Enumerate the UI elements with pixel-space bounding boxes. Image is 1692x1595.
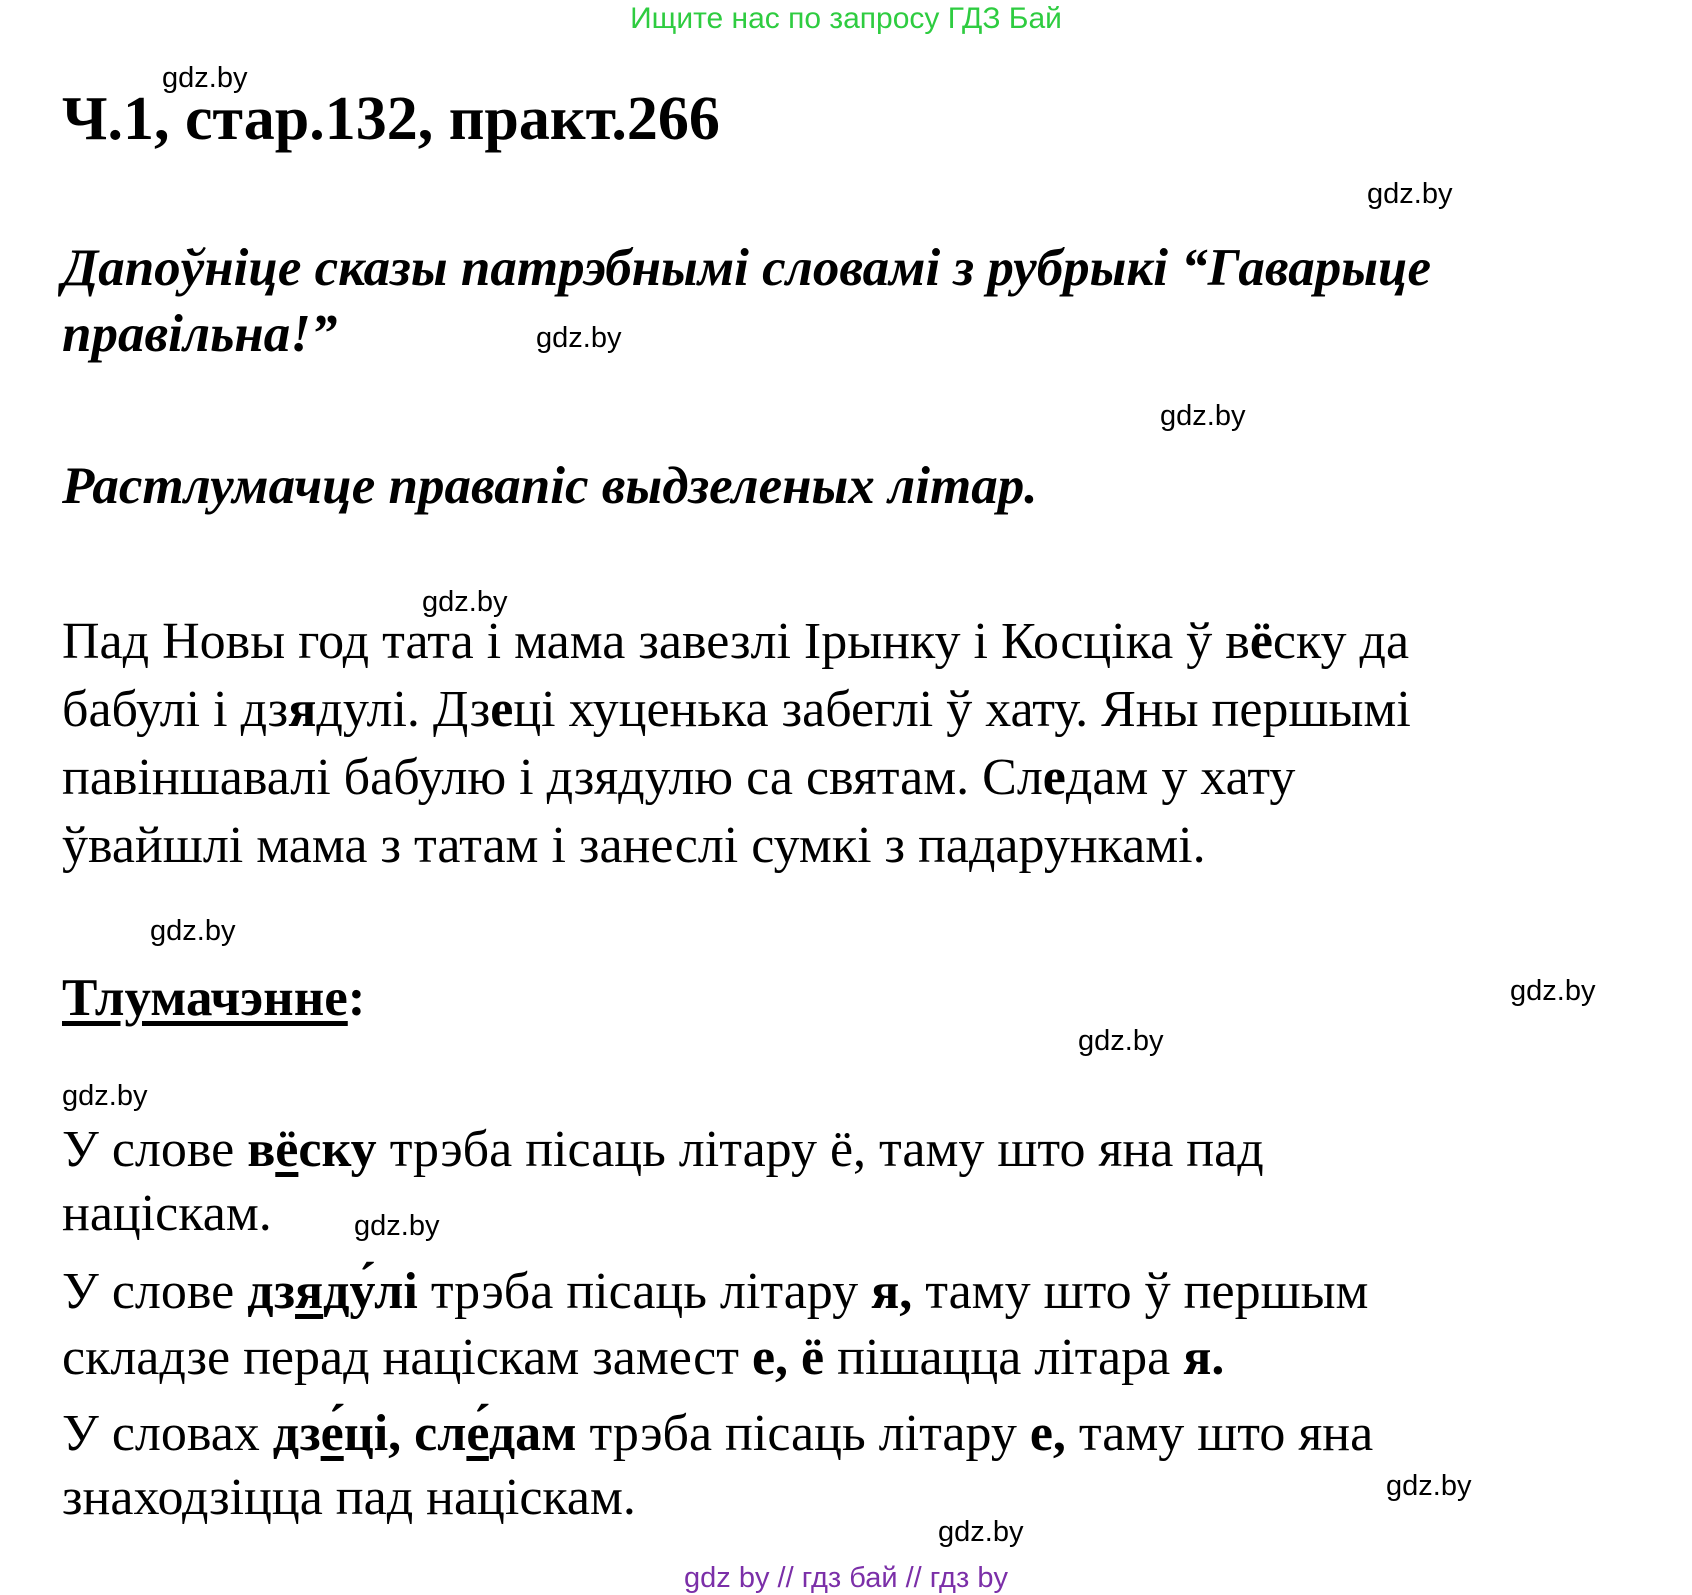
watermark: gdz.by xyxy=(162,62,248,94)
explanation-line: У слове дзяду́лі трэба пісаць літару я, таму што ў першым xyxy=(62,1263,1369,1320)
text-line: павіншавалі бабулю і дзядулю са святам. Следам у хату xyxy=(62,749,1296,806)
watermark: gdz.by xyxy=(1078,1025,1164,1057)
watermark: gdz.by xyxy=(1386,1470,1472,1502)
watermark: gdz.by xyxy=(1367,178,1453,210)
explanation-line: складзе перад націскам замест е, ё пішацца літара я. xyxy=(62,1329,1225,1386)
explanation-line: У слове вёску трэба пісаць літару ё, таму што яна пад xyxy=(62,1121,1264,1178)
search-banner[interactable]: Ищите нас по запросу ГДЗ Бай xyxy=(630,2,1062,35)
watermark: gdz.by xyxy=(422,586,508,618)
watermark: gdz.by xyxy=(62,1080,148,1112)
footer-links[interactable]: gdz by // гдз бай // гдз by xyxy=(684,1562,1008,1594)
explanation-line: У словах дзе́ці, сле́дам трэба пісаць літару е, таму што яна xyxy=(62,1405,1374,1462)
text-line: бабулі і дзядулі. Дзеці хуценька забеглі ў хату. Яны першымі xyxy=(62,681,1411,738)
watermark: gdz.by xyxy=(1510,975,1596,1007)
page-title: Ч.1, стар.132, практ.266 xyxy=(62,85,720,153)
watermark: gdz.by xyxy=(938,1516,1024,1548)
explanation-line: знаходзіцца пад націскам. xyxy=(62,1469,636,1526)
task-line-3: Растлумачце правапіс выдзеленых літар. xyxy=(62,457,1038,515)
explanation-title: Тлумачэнне: xyxy=(62,969,366,1027)
task-line-1: Дапоўніце сказы патрэбнымі словамі з рубрыкі “Гаварыце xyxy=(62,239,1432,297)
watermark: gdz.by xyxy=(150,915,236,947)
explanation-line: націскам. xyxy=(62,1185,272,1242)
text-line: Пад Новы год тата і мама завезлі Ірынку і Косціка ў вёску да xyxy=(62,613,1410,670)
watermark: gdz.by xyxy=(1160,400,1246,432)
text-line: ўвайшлі мама з татам і занеслі сумкі з падарункамі. xyxy=(62,817,1206,874)
watermark: gdz.by xyxy=(536,322,622,354)
watermark: gdz.by xyxy=(354,1210,440,1242)
task-line-2: правільна!” xyxy=(62,305,338,363)
